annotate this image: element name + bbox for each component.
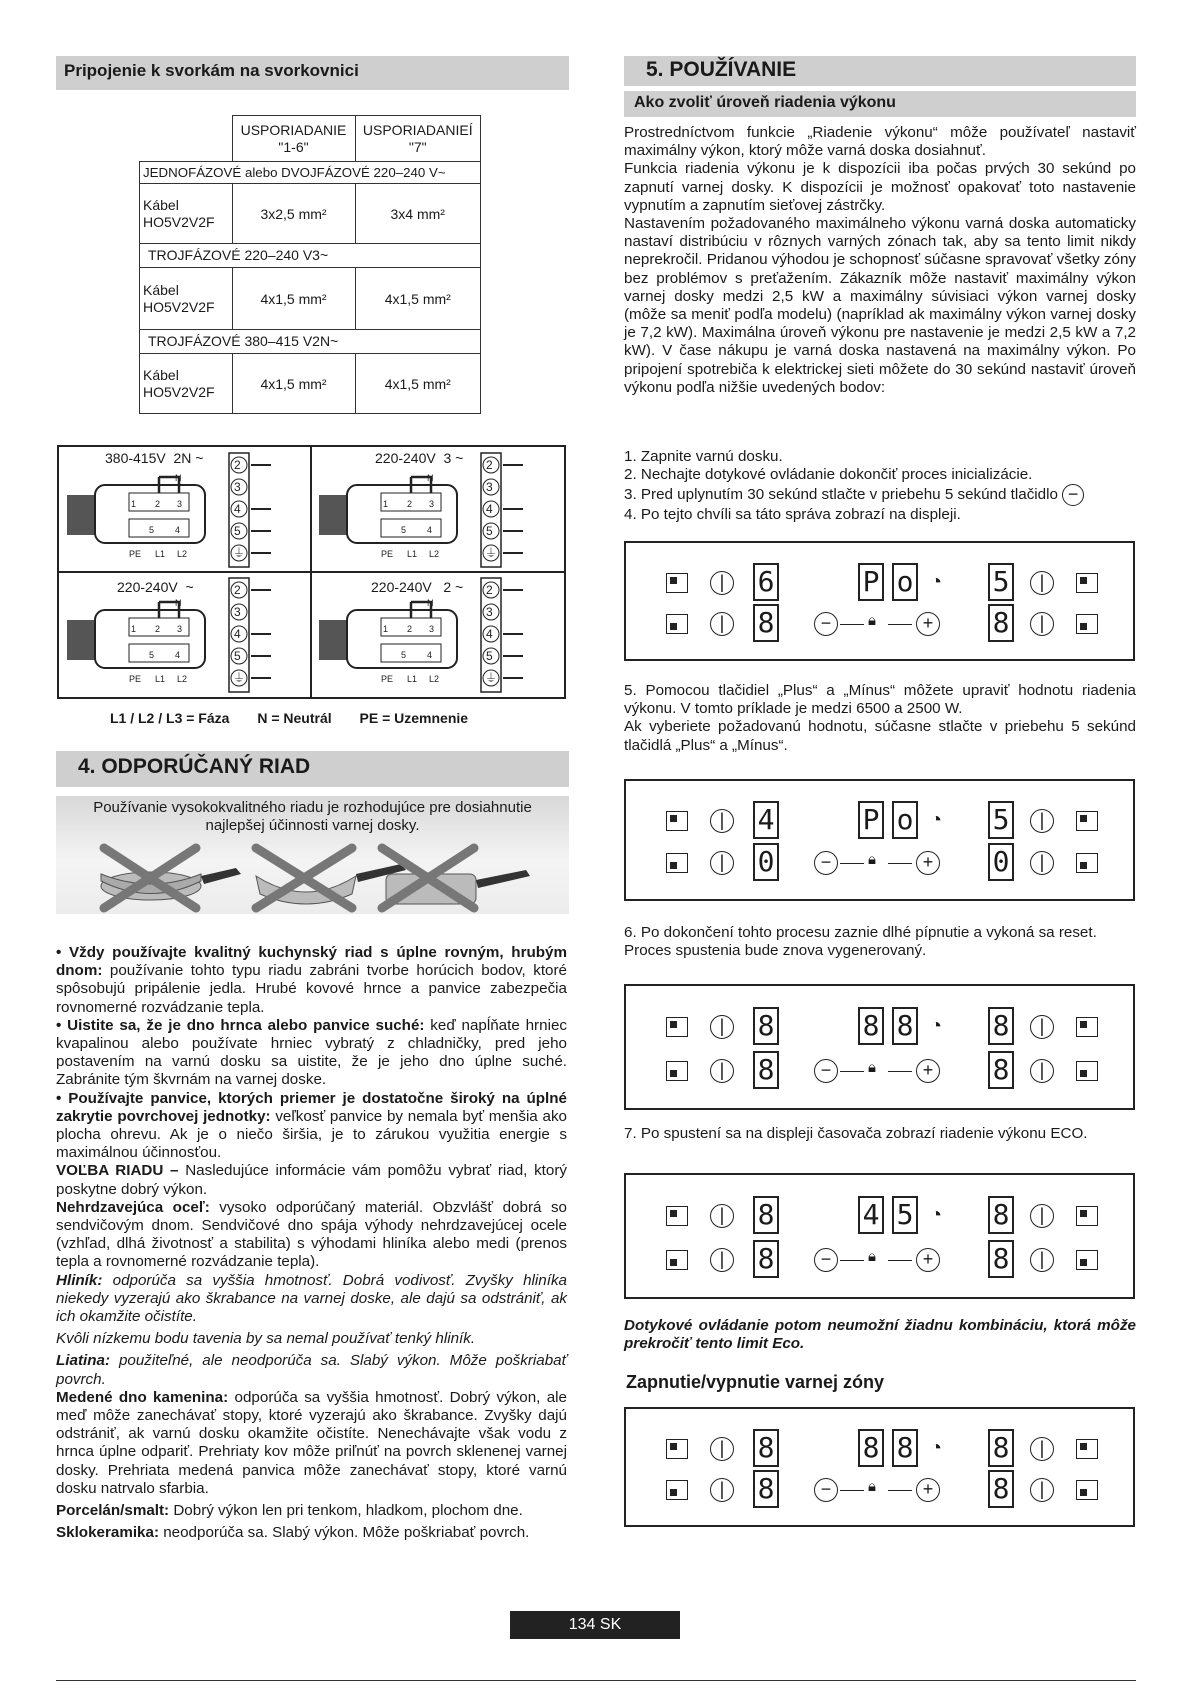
digit-display: 8 <box>753 1196 779 1234</box>
connector-line <box>840 624 864 625</box>
digit-display: 8 <box>988 604 1014 642</box>
digit-display: 4 <box>753 801 779 839</box>
timer-icon[interactable]: ◔ <box>930 1204 943 1226</box>
minus-button[interactable]: − <box>814 1478 838 1502</box>
zone-select-top-left[interactable] <box>666 1206 688 1226</box>
power-icon[interactable]: | <box>710 1059 734 1083</box>
table-section-title: TROJFÁZOVÉ 220–240 V3~ <box>140 244 481 268</box>
wiring-label-3: 220-240V ~ <box>117 579 194 595</box>
wiring-label-1: 380-415V 2N ~ <box>105 450 204 466</box>
table-label: Kábel HO5V2V2F <box>140 354 233 414</box>
digit-display: 0 <box>988 843 1014 881</box>
connector-line <box>840 863 864 864</box>
digit-display: 8 <box>988 1470 1014 1508</box>
timer-icon[interactable]: ◔ <box>930 809 943 831</box>
lock-icon[interactable]: 🔒︎ <box>868 1248 876 1265</box>
eco-note: Dotykové ovládanie potom neumožní žiadnu kombináciu, ktorá môže prekročiť tento limit Eco. <box>624 1317 1136 1353</box>
timer-icon[interactable]: ◔ <box>930 1437 943 1459</box>
power-icon[interactable]: | <box>710 612 734 636</box>
timer-icon[interactable]: ◔ <box>930 1015 943 1037</box>
power-icon[interactable]: | <box>1030 1437 1054 1461</box>
digit-display: 8 <box>988 1051 1014 1089</box>
lock-icon[interactable]: 🔒︎ <box>868 1478 876 1495</box>
power-icon[interactable]: | <box>710 851 734 875</box>
timer-digit: 4 <box>858 1196 884 1234</box>
lock-icon[interactable]: 🔒︎ <box>868 851 876 868</box>
plus-button[interactable]: + <box>916 1248 940 1272</box>
wiring-legend <box>110 710 468 726</box>
digit-display: 5 <box>988 801 1014 839</box>
para-11: Sklokeramika: neodporúča sa. Slabý výkon. Môže poškriabať povrch. <box>56 1524 530 1542</box>
zone-select-bottom-right[interactable] <box>1076 614 1098 634</box>
connector-line <box>888 863 912 864</box>
svg-text:4: 4 <box>175 525 181 535</box>
control-panel-2 <box>624 779 1135 901</box>
intro-3: Nastavením požadovaného maximálneho výkonu varná doska automaticky nastaví distribúciu v rôznych varných zónach tak, aby sa tento limit nikdy neprekročil. Pridanou výhodou je schopnosť súčasne spravovať všetky zóny bez problémov s preťažením. Zákazník môže nastaviť maximálny výkon varnej dosky medzi 2,5 kW a maximálny súvisiaci výkon varnej dosky (môže sa meniť podľa modelu) (napríklad ak maximálny výkon varnej dosky je 7,2 kW). Maximálna úroveň výkonu pre nastavenie je medzi 2,5 kW a 7,2 kW). V čase nákupu je varná doska nastavená na maximálny výkon. Po pripojení spotrebiča k elektrickej sieti môžete do 30 sekúnd nastaviť úroveň výkonu podľa nižšie uvedených bodov: <box>624 215 1137 396</box>
connector-line <box>888 1071 912 1072</box>
para-1: • Vždy používajte kvalitný kuchynský riad s úplne rovným, hrubým dnom: používanie tohto typu riadu zabráni tvorbe horúcich bodov, ktoré spôsobujú pripálenie jedla. Hrubé kovové hrnce a panvice zabezpečia rovnomerné rozvádzanie tepla. <box>56 944 567 1016</box>
legend-neutral: N = Neutrál <box>257 710 332 726</box>
table-cell: 3x2,5 mm² <box>232 184 355 244</box>
pan-icon-1 <box>101 848 241 908</box>
table-section-title: JEDNOFÁZOVÉ alebo DVOJFÁZOVÉ 220–240 V~ <box>140 162 481 184</box>
svg-text:3: 3 <box>234 480 241 494</box>
svg-text:2: 2 <box>155 499 161 509</box>
timer-digit: P <box>858 563 884 601</box>
legend-earth: PE = Uzemnenie <box>359 710 469 726</box>
page-number <box>510 1611 680 1639</box>
digit-display: 5 <box>988 563 1014 601</box>
para-6: Hliník: odporúča sa vyššia hmotnosť. Dobrá vodivosť. Zvyšky hliníka niekedy vyzerajú ako škrabance na varnej doske, ale dajú sa odstrániť, ak ich okamžite očistíte. <box>56 1271 567 1326</box>
para-9: Medené dno kamenina: odporúča sa vyššia hmotnosť. Dobrý výkon, ale meď môže zanechávať stopy, ktoré vyzerajú ako škrabance. Zvyšky dajú odstrániť, ak varnú dosku okamžite očistíte. Nenechávajte však vodu z hrnca úplne odpariť. Prehriaty kov môže priľnúť na povrch sklenenej varnej dosky. Prehriata medená panvica môže zanechávať stopy, ktoré varnú dosku natrvalo sfarbia. <box>56 1388 567 1497</box>
para-2: • Uistite sa, že je dno hrnca alebo panvice suché: keď napĺňate hrniec kvapalinou alebo používate hrniec vybratý z chladničky, pred jeho postavením na varnú dosku sa uistite, že je jeho dno úplne suché. Zabránite tým škvrnám na varnej doske. <box>56 1016 567 1089</box>
cookware-box <box>56 796 569 914</box>
timer-icon[interactable]: ◔ <box>930 571 943 593</box>
para-4: VOĽBA RIADU – Nasledujúce informácie vám pomôžu vybrať riad, ktorý poskytne dobrý výkon. <box>56 1162 567 1198</box>
control-panel-5 <box>624 1407 1135 1527</box>
svg-text:4: 4 <box>234 502 241 516</box>
zone-select-top-left[interactable] <box>666 1017 688 1037</box>
power-icon[interactable]: | <box>710 1204 734 1228</box>
digit-display: 8 <box>988 1007 1014 1045</box>
power-icon[interactable]: | <box>1030 1059 1054 1083</box>
intro-1: Prostredníctvom funkcie „Riadenie výkonu“ môže používateľ nastaviť maximálny výkon, ktorý môže varná doska dosiahnuť. <box>624 124 1136 160</box>
timer-digit: P <box>858 801 884 839</box>
minus-button[interactable]: − <box>814 1059 838 1083</box>
para-5: Nehrdzavejúca oceľ: vysoko odporúčaný materiál. Obzvlášť dobrá so sendvičovým dnom. Sendvičové dno spája výhody nehrdzavejúcej ocele (vzhľad, dlhá životnosť a stabilita) s výhodami hliníka alebo medi (prenos tepla a rovnomerné rozvádzanie tepla). <box>56 1198 567 1271</box>
table-cell: 4x1,5 mm² <box>232 354 355 414</box>
svg-text:L2: L2 <box>177 549 188 559</box>
table-cell: 4x1,5 mm² <box>355 268 481 330</box>
minus-button[interactable]: − <box>814 851 838 875</box>
svg-text:PE: PE <box>129 549 142 559</box>
minus-icon: − <box>1062 484 1084 506</box>
power-icon[interactable]: | <box>1030 571 1054 595</box>
lock-icon[interactable]: 🔒︎ <box>868 612 876 629</box>
control-panel-4 <box>624 1173 1135 1299</box>
zone-heading: Zapnutie/vypnutie varnej zóny <box>626 1372 885 1392</box>
lock-icon[interactable]: 🔒︎ <box>868 1059 876 1076</box>
step-3: 3. Pred uplynutím 30 sekúnd stlačte v priebehu 5 sekúnd tlačidlo − <box>624 484 1136 506</box>
zone-select-bottom-left[interactable] <box>666 1480 688 1500</box>
power-icon[interactable]: | <box>1030 809 1054 833</box>
connector-line <box>840 1490 864 1491</box>
svg-text:5: 5 <box>149 525 155 535</box>
digit-display: 8 <box>753 1051 779 1089</box>
cookware-text <box>56 944 567 1543</box>
step-5: 5. Pomocou tlačidiel „Plus“ a „Mínus“ môžete upraviť hodnotu riadenia výkonu. V tomto príklade je medzi 6500 a 2500 W. Ak vyberiete požadovanú hodnotu, súčasne stlačte v priebehu 5 sekúnd tlačidlá „Plus“ a „Mínus“. <box>624 682 1136 754</box>
svg-text:2: 2 <box>234 458 241 472</box>
connector-line <box>840 1260 864 1261</box>
timer-digit: o <box>892 801 918 839</box>
minus-button[interactable]: − <box>814 612 838 636</box>
zone-select-top-left[interactable] <box>666 811 688 831</box>
table-cell: 3x4 mm² <box>355 184 481 244</box>
connector-line <box>888 624 912 625</box>
usage-heading <box>624 56 1136 86</box>
table-label: Kábel HO5V2V2F <box>140 268 233 330</box>
power-icon[interactable]: | <box>1030 1204 1054 1228</box>
zone-select-top-right[interactable] <box>1076 1206 1098 1226</box>
connector-line <box>888 1490 912 1491</box>
digit-display: 8 <box>753 604 779 642</box>
step-1: 1. Zapnite varnú dosku. <box>624 448 783 465</box>
table-col1: USPORIADANIE "1-6" <box>232 116 355 162</box>
minus-button[interactable]: − <box>814 1248 838 1272</box>
usage-heading-text: 5. POUŽÍVANIE <box>646 58 797 81</box>
zone-select-top-left[interactable] <box>666 1439 688 1459</box>
digit-display: 0 <box>753 843 779 881</box>
para-10: Porcelán/smalt: Dobrý výkon len pri tenkom, hladkom, plochom dne. <box>56 1502 523 1520</box>
svg-text:1: 1 <box>131 499 137 509</box>
zone-select-bottom-left[interactable] <box>666 853 688 873</box>
power-icon[interactable]: | <box>1030 612 1054 636</box>
cookware-heading <box>56 751 569 787</box>
table-section-title: TROJFÁZOVÉ 380–415 V2N~ <box>140 330 481 354</box>
power-icon[interactable]: | <box>710 1248 734 1272</box>
timer-digit: 8 <box>858 1007 884 1045</box>
svg-text:3: 3 <box>177 499 183 509</box>
connector-line <box>840 1071 864 1072</box>
zone-select-bottom-right[interactable] <box>1076 1480 1098 1500</box>
timer-digit: 8 <box>892 1007 918 1045</box>
plus-button[interactable]: + <box>916 851 940 875</box>
intro-2: Funkcia riadenia výkonu je k dispozícii iba počas prvých 30 sekúnd po zapnutí varnej dosky. K dispozícii je možnosť opakovať toto nastavenie vypnutím a zapnutím sieťovej zástrčky. <box>624 160 1136 214</box>
digit-display: 8 <box>988 1429 1014 1467</box>
power-icon[interactable]: | <box>1030 1248 1054 1272</box>
zone-select-top-right[interactable] <box>1076 1017 1098 1037</box>
svg-text:L1: L1 <box>155 549 166 559</box>
zone-select-top-left[interactable] <box>666 573 688 593</box>
plus-button[interactable]: + <box>916 1478 940 1502</box>
para-3: • Používajte panvice, ktorých priemer je dostatočne široký na úplné zakrytie povrchovej jednotky: veľkosť panvice by nemala byť menšia ako plocha ohrevu. Ak je o niečo širšia, je to zárukou využitia energie s maximálnou účinnosťou. <box>56 1089 567 1162</box>
plus-button[interactable]: + <box>916 1059 940 1083</box>
zone-select-top-right[interactable] <box>1076 811 1098 831</box>
zone-select-bottom-left[interactable] <box>666 1250 688 1270</box>
svg-text:⏚: ⏚ <box>233 546 246 560</box>
power-icon[interactable]: | <box>1030 1478 1054 1502</box>
power-icon[interactable]: | <box>1030 851 1054 875</box>
connector-line <box>888 1260 912 1261</box>
timer-digit: 8 <box>892 1429 918 1467</box>
usage-subheading <box>624 91 1136 117</box>
wiring-diagram <box>57 445 566 699</box>
zone-select-bottom-right[interactable] <box>1076 1061 1098 1081</box>
digit-display: 8 <box>988 1196 1014 1234</box>
table-cell: 4x1,5 mm² <box>232 268 355 330</box>
usage-intro <box>624 124 1136 397</box>
step-7: 7. Po spustení sa na displeji časovača zobrazí riadenie výkonu ECO. <box>624 1125 1088 1142</box>
digit-display: 6 <box>753 563 779 601</box>
page-number-text: 134 SK <box>568 1616 622 1633</box>
step-6: 6. Po dokončení tohto procesu zaznie dlhé pípnutie a vykoná sa reset. Proces spustenia bude znova vygenerovaný. <box>624 924 1097 960</box>
para-8: Liatina: použiteľné, ale neodporúča sa. Slabý výkon. Môže poškriabať povrch. <box>56 1352 567 1388</box>
step-4: 4. Po tejto chvíli sa táto správa zobrazí na displeji. <box>624 506 961 524</box>
zone-select-bottom-left[interactable] <box>666 1061 688 1081</box>
pan-icon-2 <box>256 848 406 908</box>
wiring-label-2: 220-240V 3 ~ <box>375 450 464 466</box>
digit-display: 8 <box>753 1007 779 1045</box>
power-icon[interactable]: | <box>710 571 734 595</box>
cookware-pans-illustration <box>56 836 569 914</box>
zone-select-top-right[interactable] <box>1076 573 1098 593</box>
cookware-intro: Používanie vysokokvalitného riadu je rozhodujúce pre dosiahnutie najlepšej účinnosti varnej dosky. <box>93 799 532 834</box>
table-label: Kábel HO5V2V2F <box>140 184 233 244</box>
digit-display: 8 <box>753 1240 779 1278</box>
table-cell: 4x1,5 mm² <box>355 354 481 414</box>
zone-select-bottom-right[interactable] <box>1076 1250 1098 1270</box>
power-icon[interactable]: | <box>1030 1015 1054 1039</box>
svg-text:N: N <box>175 473 182 483</box>
power-icon[interactable]: | <box>710 1478 734 1502</box>
plus-button[interactable]: + <box>916 612 940 636</box>
legend-phase: L1 / L2 / L3 = Fáza <box>110 710 230 726</box>
digit-display: 8 <box>753 1429 779 1467</box>
timer-digit: 8 <box>858 1429 884 1467</box>
wiring-diagram-svg <box>59 447 564 697</box>
power-icon[interactable]: | <box>710 1015 734 1039</box>
control-panel-3 <box>624 984 1135 1110</box>
connection-heading-text: Pripojenie k svorkám na svorkovnici <box>64 61 359 80</box>
digit-display: 8 <box>988 1240 1014 1278</box>
usage-subheading-text: Ako zvoliť úroveň riadenia výkonu <box>634 94 896 111</box>
power-icon[interactable]: | <box>710 809 734 833</box>
timer-digit: 5 <box>892 1196 918 1234</box>
bottom-rule <box>56 1680 1136 1681</box>
steps-1-4 <box>624 448 1136 525</box>
control-panel-1 <box>624 541 1135 661</box>
timer-digit: o <box>892 563 918 601</box>
connection-heading <box>56 56 569 90</box>
zone-select-top-right[interactable] <box>1076 1439 1098 1459</box>
para-7: Kvôli nízkemu bodu tavenia by sa nemal používať tenký hliník. <box>56 1330 476 1348</box>
wiring-label-4: 220-240V 2 ~ <box>371 579 464 595</box>
svg-text:5: 5 <box>234 524 241 538</box>
cookware-heading-text: 4. ODPORÚČANÝ RIAD <box>78 755 311 778</box>
zone-select-bottom-left[interactable] <box>666 614 688 634</box>
zone-select-bottom-right[interactable] <box>1076 853 1098 873</box>
pan-icon-3 <box>382 848 530 908</box>
cable-table <box>139 115 481 414</box>
power-icon[interactable]: | <box>710 1437 734 1461</box>
digit-display: 8 <box>753 1470 779 1508</box>
step-2: 2. Nechajte dotykové ovládanie dokončiť proces inicializácie. <box>624 466 1033 484</box>
table-col2: USPORIADANIEÍ "7" <box>355 116 481 162</box>
